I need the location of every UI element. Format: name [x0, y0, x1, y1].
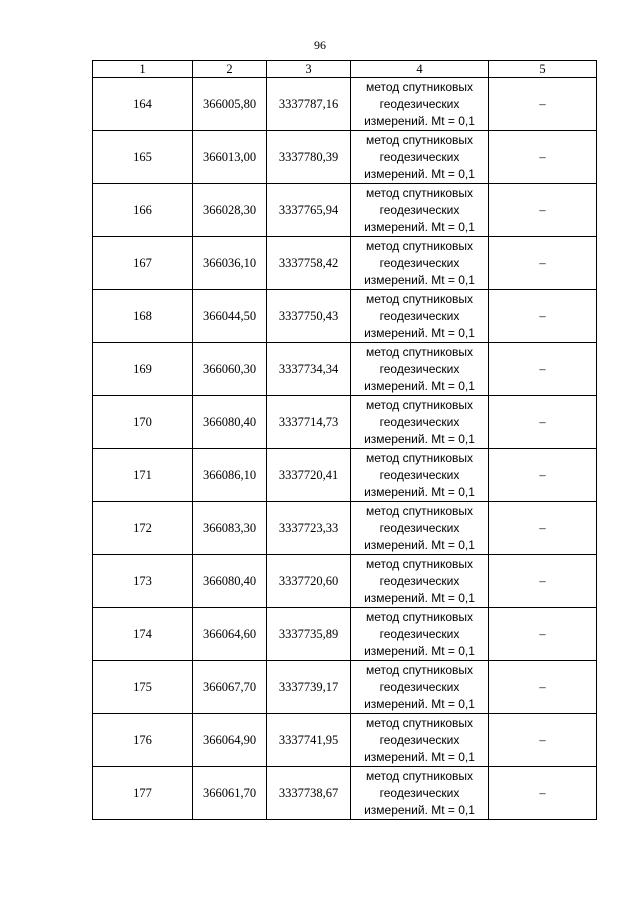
method-line: измерений. Mt = 0,1 — [364, 431, 475, 446]
point-number: 169 — [93, 343, 193, 396]
coordinate-x: 366044,50 — [193, 290, 267, 343]
method-line: измерений. Mt = 0,1 — [364, 325, 475, 340]
table-row — [93, 714, 597, 767]
table-row — [93, 555, 597, 608]
method-line: измерений. Mt = 0,1 — [364, 219, 475, 234]
point-number: 171 — [93, 449, 193, 502]
method-description — [351, 237, 489, 290]
coordinate-x: 366064,60 — [193, 608, 267, 661]
method-description — [351, 661, 489, 714]
method-line: метод спутниковых — [365, 450, 473, 465]
method-description — [351, 502, 489, 555]
method-description — [351, 608, 489, 661]
point-number: 165 — [93, 131, 193, 184]
coordinate-y: 3337780,39 — [267, 131, 351, 184]
method-line: геодезических — [379, 96, 460, 111]
table-header — [93, 61, 597, 78]
coordinate-x: 366083,30 — [193, 502, 267, 555]
point-number: 167 — [93, 237, 193, 290]
coordinate-y: 3337735,89 — [267, 608, 351, 661]
method-line: геодезических — [379, 255, 460, 270]
method-line: геодезических — [379, 626, 460, 641]
method-line: измерений. Mt = 0,1 — [364, 272, 475, 287]
table-row — [93, 502, 597, 555]
method-line: метод спутниковых — [365, 397, 473, 412]
point-number: 166 — [93, 184, 193, 237]
note-cell: – — [489, 396, 597, 449]
method-description — [351, 555, 489, 608]
method-line: геодезических — [379, 785, 460, 800]
note-cell: – — [489, 184, 597, 237]
coordinate-x: 366080,40 — [193, 555, 267, 608]
coordinate-x: 366013,00 — [193, 131, 267, 184]
method-line: геодезических — [379, 202, 460, 217]
method-line: метод спутниковых — [365, 503, 473, 518]
note-cell: – — [489, 555, 597, 608]
table-row — [93, 396, 597, 449]
method-line: измерений. Mt = 0,1 — [364, 696, 475, 711]
point-number: 172 — [93, 502, 193, 555]
coordinate-y: 3337723,33 — [267, 502, 351, 555]
method-line: измерений. Mt = 0,1 — [364, 643, 475, 658]
point-number: 175 — [93, 661, 193, 714]
point-number: 170 — [93, 396, 193, 449]
coordinate-y: 3337720,41 — [267, 449, 351, 502]
point-number: 168 — [93, 290, 193, 343]
coordinate-x: 366060,30 — [193, 343, 267, 396]
note-cell: – — [489, 78, 597, 131]
note-cell: – — [489, 608, 597, 661]
coordinate-y: 3337714,73 — [267, 396, 351, 449]
note-cell: – — [489, 290, 597, 343]
method-description — [351, 184, 489, 237]
table-row — [93, 131, 597, 184]
method-line: метод спутниковых — [365, 556, 473, 571]
method-description — [351, 343, 489, 396]
point-number: 173 — [93, 555, 193, 608]
note-cell: – — [489, 714, 597, 767]
coordinate-x: 366067,70 — [193, 661, 267, 714]
method-line: измерений. Mt = 0,1 — [364, 537, 475, 552]
point-number: 177 — [93, 767, 193, 820]
method-line: измерений. Mt = 0,1 — [364, 113, 475, 128]
coordinate-x: 366036,10 — [193, 237, 267, 290]
table-row — [93, 184, 597, 237]
coordinate-x: 366028,30 — [193, 184, 267, 237]
method-line: метод спутниковых — [365, 79, 473, 94]
point-number: 164 — [93, 78, 193, 131]
table-row — [93, 343, 597, 396]
method-line: измерений. Mt = 0,1 — [364, 749, 475, 764]
method-line: геодезических — [379, 149, 460, 164]
method-line: измерений. Mt = 0,1 — [364, 802, 475, 817]
method-line: метод спутниковых — [365, 768, 473, 783]
method-line: геодезических — [379, 573, 460, 588]
method-description — [351, 767, 489, 820]
method-line: метод спутниковых — [365, 132, 473, 147]
note-cell: – — [489, 767, 597, 820]
note-cell: – — [489, 502, 597, 555]
header-col-1: 1 — [93, 61, 193, 78]
point-number: 174 — [93, 608, 193, 661]
method-description — [351, 714, 489, 767]
table-row — [93, 290, 597, 343]
note-cell: – — [489, 343, 597, 396]
coordinate-x: 366061,70 — [193, 767, 267, 820]
header-col-5: 5 — [489, 61, 597, 78]
method-line: метод спутниковых — [365, 291, 473, 306]
table-row — [93, 608, 597, 661]
note-cell: – — [489, 131, 597, 184]
header-col-2: 2 — [193, 61, 267, 78]
header-col-3: 3 — [267, 61, 351, 78]
method-line: геодезических — [379, 520, 460, 535]
table-row — [93, 78, 597, 131]
method-line: геодезических — [379, 467, 460, 482]
method-line: геодезических — [379, 414, 460, 429]
method-description — [351, 290, 489, 343]
coordinate-y: 3337787,16 — [267, 78, 351, 131]
point-number: 176 — [93, 714, 193, 767]
note-cell: – — [489, 449, 597, 502]
coordinate-y: 3337734,34 — [267, 343, 351, 396]
coordinate-x: 366086,10 — [193, 449, 267, 502]
note-cell: – — [489, 661, 597, 714]
table-body — [93, 78, 597, 820]
method-line: метод спутниковых — [365, 238, 473, 253]
method-description — [351, 449, 489, 502]
coordinate-y: 3337750,43 — [267, 290, 351, 343]
method-line: геодезических — [379, 308, 460, 323]
coordinate-y: 3337741,95 — [267, 714, 351, 767]
coordinate-y: 3337739,17 — [267, 661, 351, 714]
table-row — [93, 661, 597, 714]
table-row — [93, 237, 597, 290]
method-line: измерений. Mt = 0,1 — [364, 484, 475, 499]
coordinate-y: 3337738,67 — [267, 767, 351, 820]
note-cell: – — [489, 237, 597, 290]
header-row — [93, 61, 597, 78]
method-description — [351, 78, 489, 131]
method-line: метод спутниковых — [365, 662, 473, 677]
method-line: метод спутниковых — [365, 609, 473, 624]
method-description — [351, 396, 489, 449]
method-line: измерений. Mt = 0,1 — [364, 590, 475, 605]
method-line: геодезических — [379, 361, 460, 376]
method-line: метод спутниковых — [365, 344, 473, 359]
page-number: 96 — [314, 38, 326, 52]
coordinate-x: 366080,40 — [193, 396, 267, 449]
table-row — [93, 767, 597, 820]
table-row — [93, 449, 597, 502]
coordinates-table — [92, 60, 597, 820]
header-col-4: 4 — [351, 61, 489, 78]
method-line: метод спутниковых — [365, 715, 473, 730]
coordinate-y: 3337720,60 — [267, 555, 351, 608]
method-line: геодезических — [379, 679, 460, 694]
method-line: геодезических — [379, 732, 460, 747]
coordinate-y: 3337758,42 — [267, 237, 351, 290]
method-line: измерений. Mt = 0,1 — [364, 378, 475, 393]
coordinate-x: 366005,80 — [193, 78, 267, 131]
method-line: измерений. Mt = 0,1 — [364, 166, 475, 181]
method-line: метод спутниковых — [365, 185, 473, 200]
method-description — [351, 131, 489, 184]
coordinate-x: 366064,90 — [193, 714, 267, 767]
coordinate-y: 3337765,94 — [267, 184, 351, 237]
